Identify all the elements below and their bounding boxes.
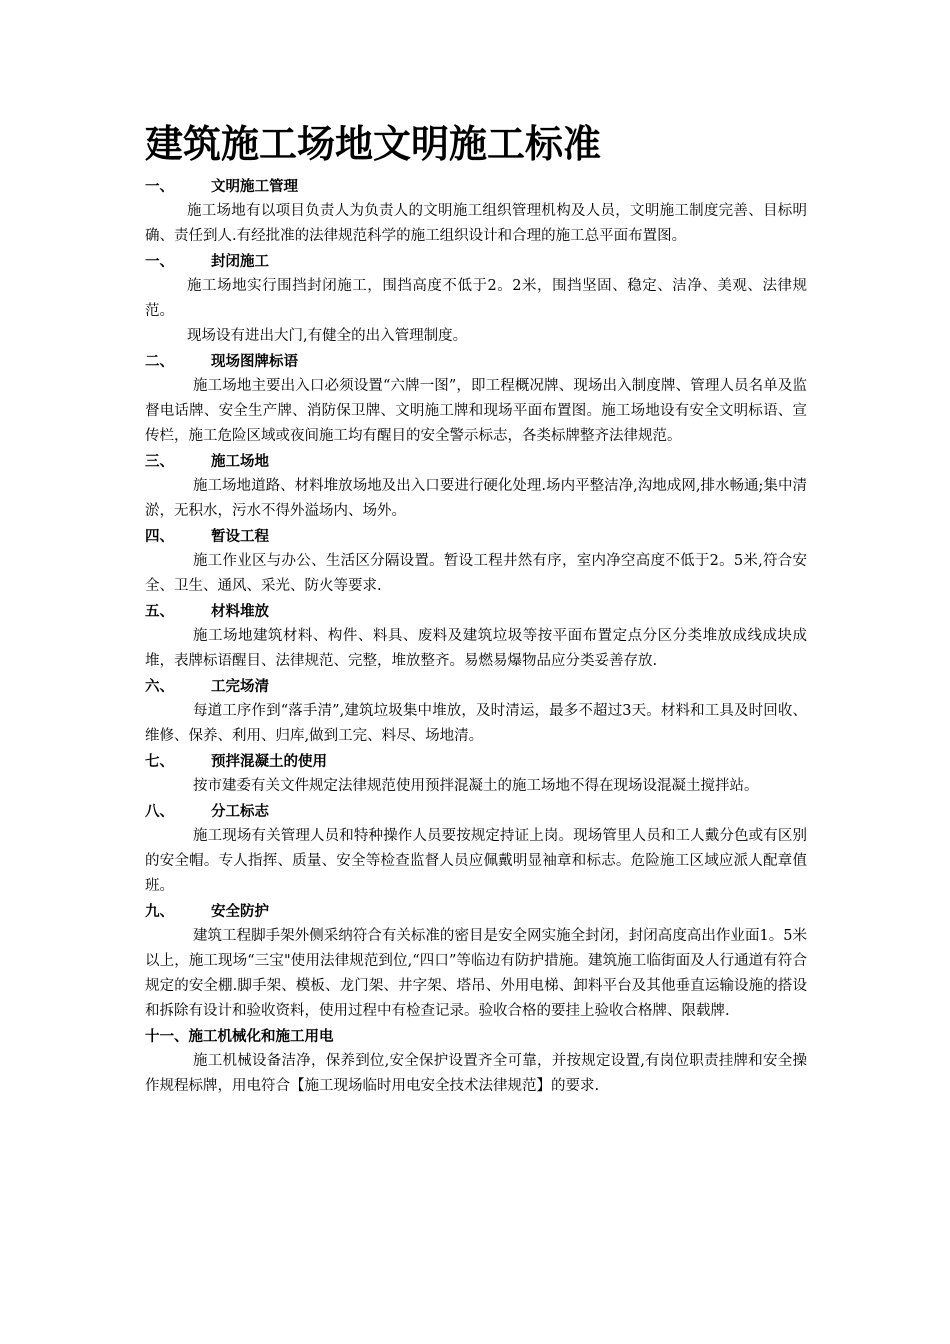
section-7 (145, 674, 807, 749)
paragraph: 按市建委有关文件规定法律规范使用预拌混凝土的施工场地不得在现场设混凝土搅拌站。 (193, 778, 759, 794)
section-8 (145, 749, 807, 799)
section-heading (145, 1024, 807, 1049)
section-1 (145, 174, 807, 249)
paragraph: 施工场地有以项目负责人为负责人的文明施工组织管理机构及人员，文明施工制度完善、目标明确、责任到人.有经批准的法律规范科学的施工组织设计和合理的施工总平面布置图。 (145, 203, 807, 244)
section-2 (145, 249, 807, 349)
paragraph: 施工场地主要出入口必须设置“六牌一图”，即工程概况牌、现场出入制度牌、管理人员名单及监督电话牌、安全生产牌、消防保卫牌、文明施工牌和现场平面布置图。施工场地设有安全文明标语、宣传栏，施工危险区域或夜间施工均有醒目的安全警示标志，各类标牌整齐法律规范。 (145, 378, 807, 444)
paragraph: 施工场地实行围挡封闭施工，围挡高度不低于2。2米，围挡坚固、稳定、洁净、美观、法律规范。 (145, 278, 807, 319)
section-title: 封闭施工 (211, 253, 269, 270)
section-title: 现场图牌标语 (211, 353, 298, 370)
paragraph: 施工现场有关管理人员和特种操作人员要按规定持证上岗。现场管里人员和工人戴分色或有区别的安全帽。专人指挥、质量、安全等检查监督人员应佩戴明显袖章和标志。危险施工区域应派人配章值班。 (145, 828, 807, 894)
paragraph: 建筑工程脚手架外侧采纳符合有关标准的密目是安全网实施全封闭，封闭高度高出作业面1。5米以上，施工现场“三宝"使用法律规范到位,“四口”等临边有防护措施。建筑施工临街面及人行通道有符合规定的安全棚.脚手架、模板、龙门架、井字架、塔吊、外用电梯、卸料平台及其他垂直运输设施的搭设和拆除有设计和验收资料，使用过程中有检查记录。验收合格的要挂上验收合格牌、限载牌. (145, 928, 807, 1019)
section-title: 施工场地 (211, 453, 269, 470)
section-heading (145, 899, 807, 924)
paragraph: 现场设有进出大门,有健全的出入管理制度。 (187, 328, 468, 344)
paragraph: 施工机械设备洁净，保养到位,安全保护设置齐全可靠，并按规定设置,有岗位职责挂牌和安全操作规程标牌，用电符合【施工现场临时用电安全技术法律规范】的要求. (145, 1053, 807, 1094)
section-number: 六、 (145, 678, 174, 695)
section-title: 材料堆放 (211, 603, 269, 620)
section-number: 三、 (145, 453, 174, 470)
section-title: 暂设工程 (211, 528, 269, 545)
section-number: 七、 (145, 753, 174, 770)
section-heading (145, 674, 807, 699)
section-title: 工完场清 (211, 678, 269, 695)
section-number: 四、 (145, 528, 174, 545)
paragraph: 施工场地建筑材料、构件、料具、废料及建筑垃圾等按平面布置定点分区分类堆放成线成块成堆，表牌标语醒目、法律规范、完整，堆放整齐。易燃易爆物品应分类妥善存放. (145, 628, 807, 669)
paragraph: 施工场地道路、材料堆放场地及出入口要进行硬化处理.场内平整洁净,沟地成网,排水畅通;集中清淤，无积水，污水不得外溢场内、场外。 (145, 478, 807, 519)
section-number: 八、 (145, 803, 174, 820)
section-number: 一、 (145, 178, 174, 195)
section-number: 九、 (145, 903, 174, 920)
section-heading (145, 249, 807, 274)
section-11 (145, 1024, 807, 1099)
section-5 (145, 524, 807, 599)
section-heading (145, 799, 807, 824)
section-number: 二、 (145, 353, 174, 370)
section-6 (145, 599, 807, 674)
section-heading (145, 174, 807, 199)
section-title: 安全防护 (211, 903, 269, 920)
section-number: 五、 (145, 603, 174, 620)
document-title: 建筑施工场地文明施工标准 (145, 121, 602, 166)
document-body (145, 118, 807, 1099)
section-4 (145, 449, 807, 524)
section-heading (145, 524, 807, 549)
section-title: 分工标志 (211, 803, 269, 820)
section-title: 预拌混凝土的使用 (211, 753, 327, 770)
paragraph: 施工作业区与办公、生活区分隔设置。暂设工程井然有序，室内净空高度不低于2。5米,符合安全、卫生、通风、采光、防火等要求. (145, 553, 807, 594)
section-title: 文明施工管理 (211, 178, 298, 195)
section-heading (145, 749, 807, 774)
section-heading (145, 599, 807, 624)
section-3 (145, 349, 807, 449)
section-heading (145, 449, 807, 474)
section-number: 一、 (145, 253, 174, 270)
section-number: 十一、 (145, 1028, 189, 1045)
paragraph: 每道工序作到“落手清”,建筑垃圾集中堆放，及时清运，最多不超过3天。材料和工具及时回收、维修、保养、利用、归库,做到工完、料尽、场地清。 (145, 703, 807, 744)
section-heading (145, 349, 807, 374)
section-title: 施工机械化和施工用电 (188, 1028, 334, 1045)
section-9 (145, 799, 807, 899)
section-10 (145, 899, 807, 1024)
